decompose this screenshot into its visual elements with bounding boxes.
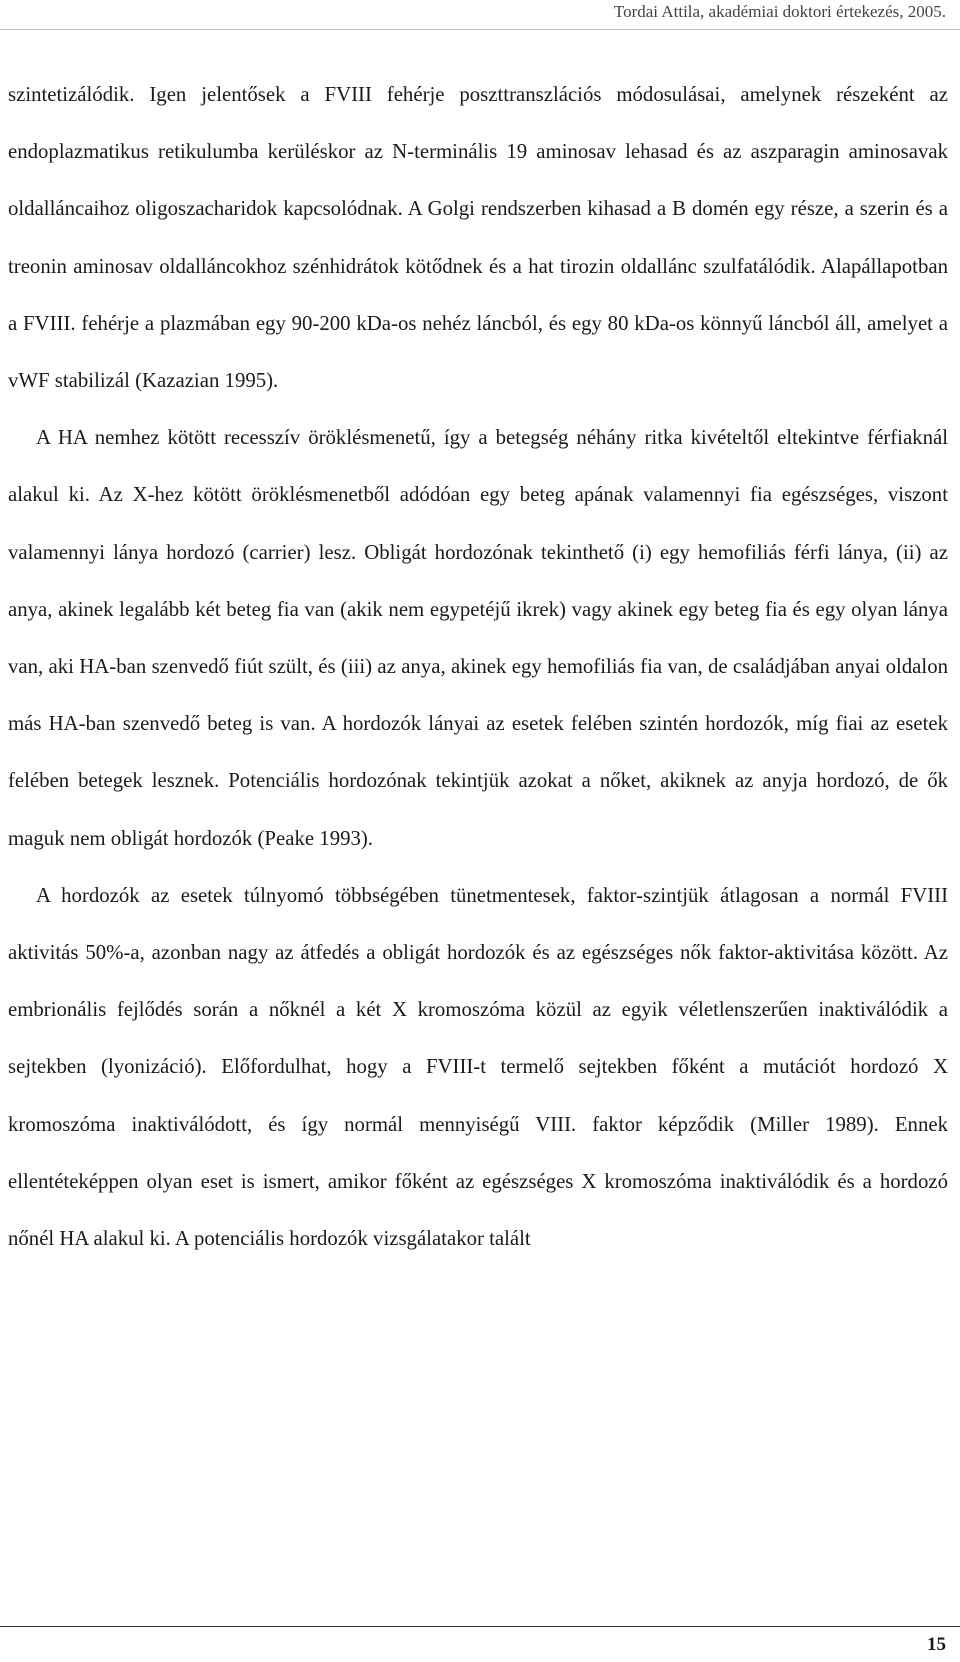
running-header: Tordai Attila, akadémiai doktori értekezés, 2005. <box>613 2 946 21</box>
footer-divider <box>0 1626 960 1627</box>
page-number: 15 <box>927 1634 946 1655</box>
paragraph-3: A hordozók az esetek túlnyomó többségében tünetmentesek, faktor-szintjük átlagosan a normál FVIII aktivitás 50%-a, azonban nagy az átfedés a obligát hordozók és az egészséges nők faktor-aktivitása között. Az embrionális fejlődés során a nőknél a két X kromoszóma közül az egyik véletlenszerűen inaktiválódik a sejtekben (lyonizáció). Előfordulhat, hogy a FVIII-t termelő sejtekben főként a mutációt hordozó X kromoszóma inaktiválódott, és így normál mennyiségű VIII. faktor képződik (Miller 1989). Ennek ellentéteképpen olyan eset is ismert, amikor főként az egészséges X kromoszóma inaktiválódik és a hordozó nőnél HA alakul ki. A potenciális hordozók vizsgálatakor talált <box>8 883 948 1251</box>
header-divider <box>0 29 960 30</box>
paragraph-2: A HA nemhez kötött recesszív öröklésmenetű, így a betegség néhány ritka kivételtől eltekintve férfiaknál alakul ki. Az X-hez kötött öröklésmenetből adódóan egy beteg apának valamennyi fia egészséges, viszont valamennyi lánya hordozó (carrier) lesz. Obligát hordozónak tekinthető (i) egy hemofiliás férfi lánya, (ii) az anya, akinek legalább két beteg fia van (akik nem egypetéjű ikrek) vagy akinek egy beteg fia és egy olyan lánya van, aki HA-ban szenvedő fiút szült, és (iii) az anya, akinek egy hemofiliás fia van, de családjában anyai oldalon más HA-ban szenvedő beteg is van. A hordozók lányai az esetek felében szintén hordozók, míg fiai az esetek felében betegek lesznek. Potenciális hordozónak tekintjük azokat a nőket, akiknek az anyja hordozó, de ők maguk nem obligát hordozók (Peake 1993). <box>8 426 948 850</box>
body-text <box>8 66 948 1267</box>
paragraph-1: szintetizálódik. Igen jelentősek a FVIII fehérje poszttranszlációs módosulásai, amelynek részeként az endoplazmatikus retikulumba kerüléskor az N-terminális 19 aminosav lehasad és az aszparagin aminosavak oldalláncaihoz oligoszacharidok kapcsolódnak. A Golgi rendszerben kihasad a B domén egy része, a szerin és a treonin aminosav oldalláncokhoz szénhidrátok kötődnek és a hat tirozin oldallánc szulfatálódik. Alapállapotban a FVIII. fehérje a plazmában egy 90-200 kDa-os nehéz láncból, és egy 80 kDa-os könnyű láncból áll, amelyet a vWF stabilizál (Kazazian 1995). <box>8 83 948 393</box>
